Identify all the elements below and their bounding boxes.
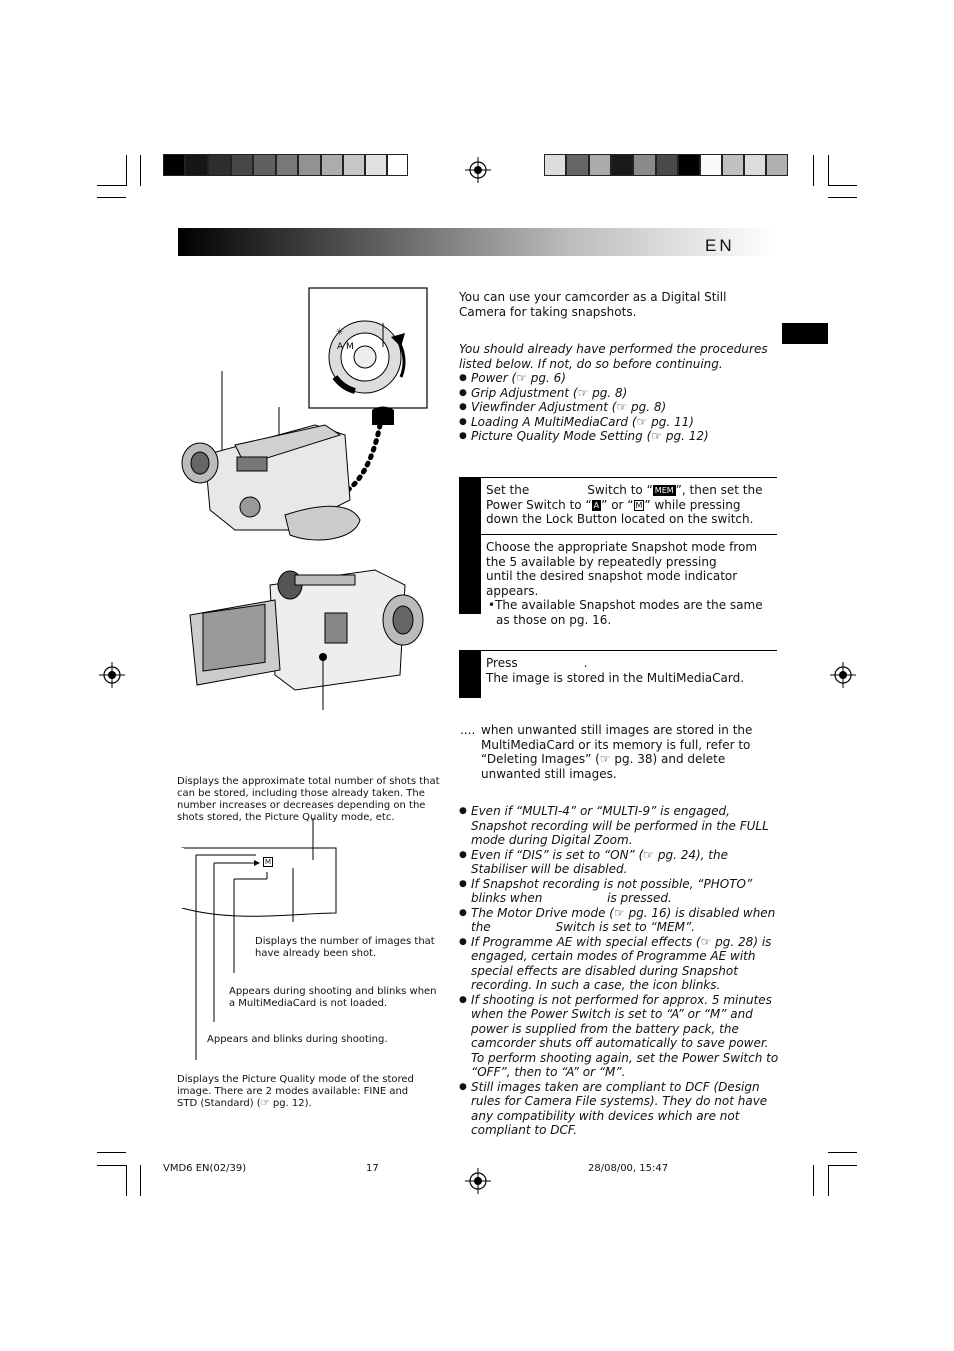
prereq-item: ● Picture Quality Mode Setting (☞ pg. 12) bbox=[459, 429, 777, 444]
gray-swatch bbox=[343, 154, 365, 176]
registration-mark-bottom bbox=[465, 1168, 491, 1194]
crop-mark bbox=[828, 185, 857, 186]
footer-date: 28/08/00, 15:47 bbox=[588, 1163, 669, 1174]
step1-marker bbox=[459, 477, 481, 614]
gray-swatch bbox=[678, 154, 700, 176]
gray-swatch bbox=[276, 154, 298, 176]
registration-mark-right bbox=[830, 662, 856, 688]
crop-mark bbox=[813, 155, 814, 186]
gray-swatch bbox=[700, 154, 722, 176]
shot-count-note: Displays the number of images that have already been shot. bbox=[255, 936, 435, 959]
gray-swatch bbox=[231, 154, 253, 176]
crop-mark bbox=[828, 197, 857, 198]
gray-swatch bbox=[566, 154, 589, 176]
prereq-item: ● Viewfinder Adjustment (☞ pg. 8) bbox=[459, 400, 777, 415]
auto-mode-icon: A bbox=[593, 500, 600, 510]
gray-swatch bbox=[321, 154, 343, 176]
crop-mark bbox=[828, 1165, 829, 1196]
gray-swatch bbox=[387, 154, 408, 176]
footer-page: 17 bbox=[366, 1163, 379, 1174]
step2-marker bbox=[459, 650, 481, 698]
registration-mark-left bbox=[99, 662, 125, 688]
step1b-text: Choose the appropriate Snapshot mode from the 5 available by repeatedly pressinguntil the desired snapshot mode indicator appears. •The available Snapshot modes are the same as those on pg. 16. bbox=[486, 540, 763, 627]
crop-mark bbox=[97, 185, 126, 186]
gray-swatch bbox=[766, 154, 788, 176]
crop-mark bbox=[140, 155, 141, 186]
card-note: Appears during shooting and blinks when a MultiMediaCard is not loaded. bbox=[229, 986, 437, 1009]
note-item: ● If Programme AE with special effects (☞ pg. 28) is engaged, certain modes of Programme AE with special effects are disabled during Snapshot recording. In such a case, the icon blinks. bbox=[459, 935, 779, 993]
crop-mark bbox=[828, 1165, 857, 1166]
step-divider bbox=[481, 477, 777, 478]
crop-mark bbox=[828, 155, 829, 186]
step2-text: Press . The image is stored in the MultiMediaCard. bbox=[486, 656, 745, 685]
gray-swatch bbox=[208, 154, 231, 176]
header-bar bbox=[178, 228, 776, 256]
gray-swatch bbox=[163, 154, 185, 176]
note-item: ● The Motor Drive mode (☞ pg. 16) is disabled when the Switch is set to “MEM”. bbox=[459, 906, 779, 935]
note-item: ● If shooting is not performed for approx. 5 minutes when the Power Switch is set to “A” or “M” and power is supplied from the battery pack, the camcorder shuts off automatically to save power. To perform shooting again, set the Power Switch to “OFF”, then to “A” or “M”. bbox=[459, 993, 779, 1080]
blink-note: Appears and blinks during shooting. bbox=[207, 1034, 388, 1045]
step1-block bbox=[459, 477, 777, 627]
crop-mark bbox=[97, 1165, 126, 1166]
prereq-item: ● Power (☞ pg. 6) bbox=[459, 371, 777, 386]
manual-mode-icon: M bbox=[635, 500, 643, 510]
svg-text:☼: ☼ bbox=[335, 327, 344, 338]
crop-mark bbox=[140, 1165, 141, 1196]
crop-mark bbox=[126, 1165, 127, 1196]
svg-text:A M: A M bbox=[337, 342, 354, 352]
gray-swatch bbox=[744, 154, 766, 176]
display-quality-icon: M bbox=[265, 858, 272, 866]
crop-mark bbox=[97, 197, 126, 198]
delete-note-dots: .... bbox=[460, 723, 476, 737]
camcorder-illustration bbox=[175, 285, 435, 715]
step-divider bbox=[481, 534, 777, 535]
note-item: ● Still images taken are compliant to DCF (Design rules for Camera File systems). They do not have any compatibility with devices which are not compliant to DCF. bbox=[459, 1080, 779, 1138]
header-lang: EN bbox=[705, 236, 735, 255]
quality-note: Displays the Picture Quality mode of the stored image. There are 2 modes available: FINE and STD (Standard) (☞ pg. 12). bbox=[177, 1074, 414, 1109]
prereq-item: ● Loading A MultiMediaCard (☞ pg. 11) bbox=[459, 415, 777, 430]
step-divider bbox=[481, 650, 777, 651]
gray-swatch bbox=[544, 154, 566, 176]
registration-mark-top bbox=[465, 157, 491, 183]
step1a-text: Set the Switch to “ MEM ”, then set the Power Switch to “ A ” or “ M ” while pressing down the Lock Button located on the switch. bbox=[486, 483, 763, 526]
crop-mark bbox=[828, 1152, 857, 1153]
crop-mark bbox=[97, 1152, 126, 1153]
gray-swatch bbox=[633, 154, 656, 176]
prereq-intro: You should already have performed the procedures listed below. If not, do so before continuing. bbox=[459, 342, 768, 371]
gray-swatch bbox=[185, 154, 208, 176]
side-tab bbox=[782, 323, 828, 344]
gray-swatch bbox=[253, 154, 276, 176]
gray-swatch bbox=[589, 154, 611, 176]
gray-swatch bbox=[722, 154, 744, 176]
note-item: ● Even if “DIS” is set to “ON” (☞ pg. 24), the Stabiliser will be disabled. bbox=[459, 848, 779, 877]
memory-mode-icon: MEM bbox=[654, 486, 674, 495]
gray-swatch bbox=[611, 154, 633, 176]
prereq-item: ● Grip Adjustment (☞ pg. 8) bbox=[459, 386, 777, 401]
gray-swatch bbox=[298, 154, 321, 176]
gray-swatch bbox=[365, 154, 387, 176]
shots-note: Displays the approximate total number of shots that can be stored, including those already taken. The number increases or decreases depending on the shots stored, the Picture Quality mode, etc. bbox=[177, 776, 440, 823]
note-item: ● Even if “MULTI-4” or “MULTI-9” is engaged, Snapshot recording will be performed in the FULL mode during Digital Zoom. bbox=[459, 804, 779, 848]
gray-swatch bbox=[656, 154, 678, 176]
intro-text: You can use your camcorder as a Digital Still Camera for taking snapshots. bbox=[459, 290, 727, 319]
footer-file: VMD6 EN(02/39) bbox=[163, 1163, 247, 1174]
crop-mark bbox=[126, 155, 127, 186]
notes-list bbox=[459, 804, 779, 1138]
prereq-list bbox=[459, 371, 777, 444]
note-item: ● If Snapshot recording is not possible, “PHOTO” blinks when is pressed. bbox=[459, 877, 779, 906]
delete-note: when unwanted still images are stored in the MultiMediaCard or its memory is full, refer to “Deleting Images” (☞ pg. 38) and delete unwanted still images. bbox=[481, 723, 753, 781]
crop-mark bbox=[813, 1165, 814, 1196]
step2-block bbox=[459, 650, 777, 698]
